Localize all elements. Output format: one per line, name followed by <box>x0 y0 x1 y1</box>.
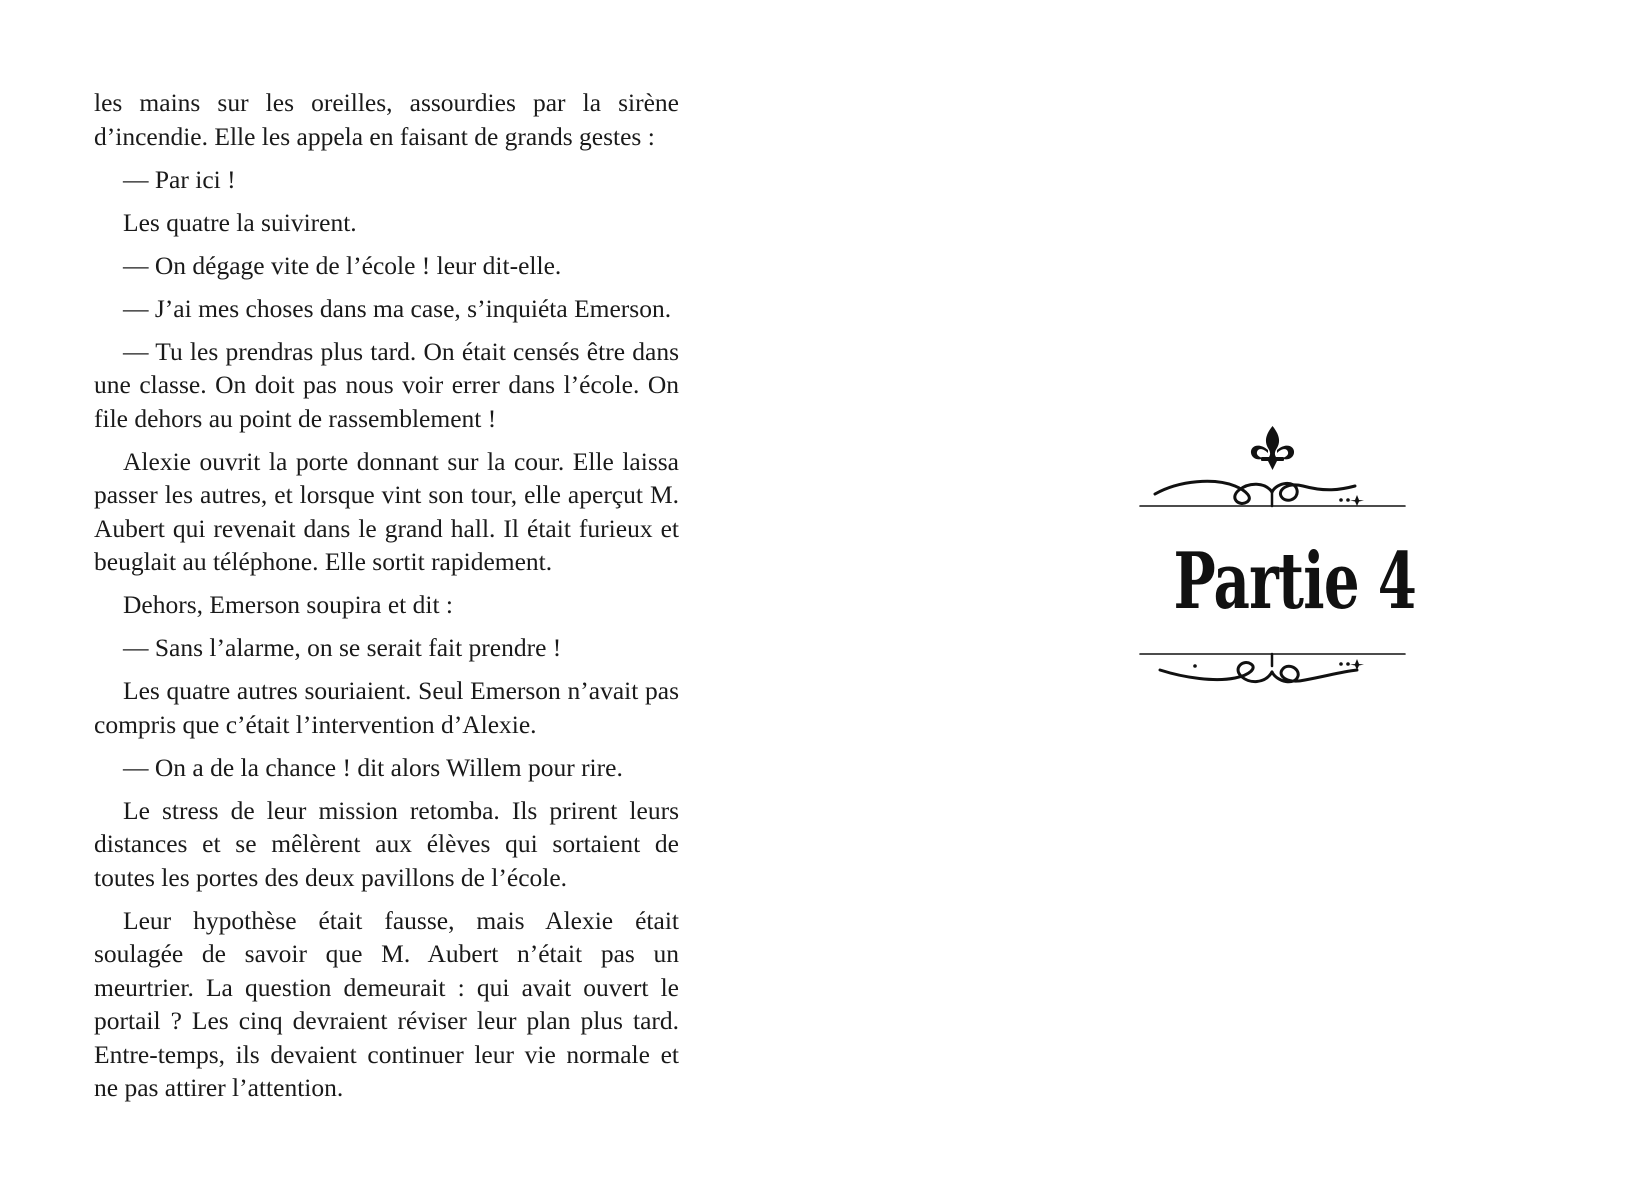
dialogue-line: — Sans l’alarme, on se serait fait prendre ! <box>123 633 562 662</box>
part-title-page <box>1135 420 1417 710</box>
dialogue-line: — Par ici ! <box>123 164 236 194</box>
paragraph: Les quatre la suivirent. <box>123 207 357 237</box>
fleur-de-lis-icon <box>1135 420 1410 520</box>
dialogue-line: — On dégage vite de l’école ! leur dit-elle. <box>123 250 562 280</box>
paragraph: les mains sur les oreilles, assourdies par la sirène d’incendie. Elle les appela en faisant de grands gestes : <box>94 88 679 151</box>
paragraph: Alexie ouvrit la porte donnant sur la cour. Elle laissa passer les autres, et lorsque vint son tour, elle aperçut M. Aubert qui revenait dans le grand hall. Il était furieux et beuglait au téléphone. Elle sortit rapidement. <box>94 446 679 576</box>
paragraph: Les quatre autres souriaient. Seul Emerson n’avait pas compris que c’était l’intervention d’Alexie. <box>94 676 679 739</box>
dialogue-line: — Tu les prendras plus tard. On était censés être dans une classe. On doit pas nous voir errer dans l’école. On file dehors au point de rassemblement ! <box>94 336 679 433</box>
scroll-flourish-icon <box>1135 648 1410 718</box>
paragraph: Leur hypothèse était fausse, mais Alexie était soulagée de savoir que M. Aubert n’était pas un meurtrier. La question demeurait : qui avait ouvert le portail ? Les cinq devraient réviser leur plan plus tard. Entre-temps, ils devaient continuer leur vie normale et ne pas attirer l’attention. <box>94 905 679 1102</box>
dialogue-line: — On a de la chance ! dit alors Willem pour rire. <box>123 752 623 782</box>
part-title: Partie 4 <box>1173 536 1417 627</box>
left-page-text <box>94 86 679 1114</box>
paragraph: Le stress de leur mission retomba. Ils prirent leurs distances et se mêlèrent aux élèves qui sortaient de toutes les portes des deux pavillons de l’école. <box>94 795 679 892</box>
paragraph: Dehors, Emerson soupira et dit : <box>123 590 454 619</box>
dialogue-line: — J’ai mes choses dans ma case, s’inquiéta Emerson. <box>123 293 672 323</box>
